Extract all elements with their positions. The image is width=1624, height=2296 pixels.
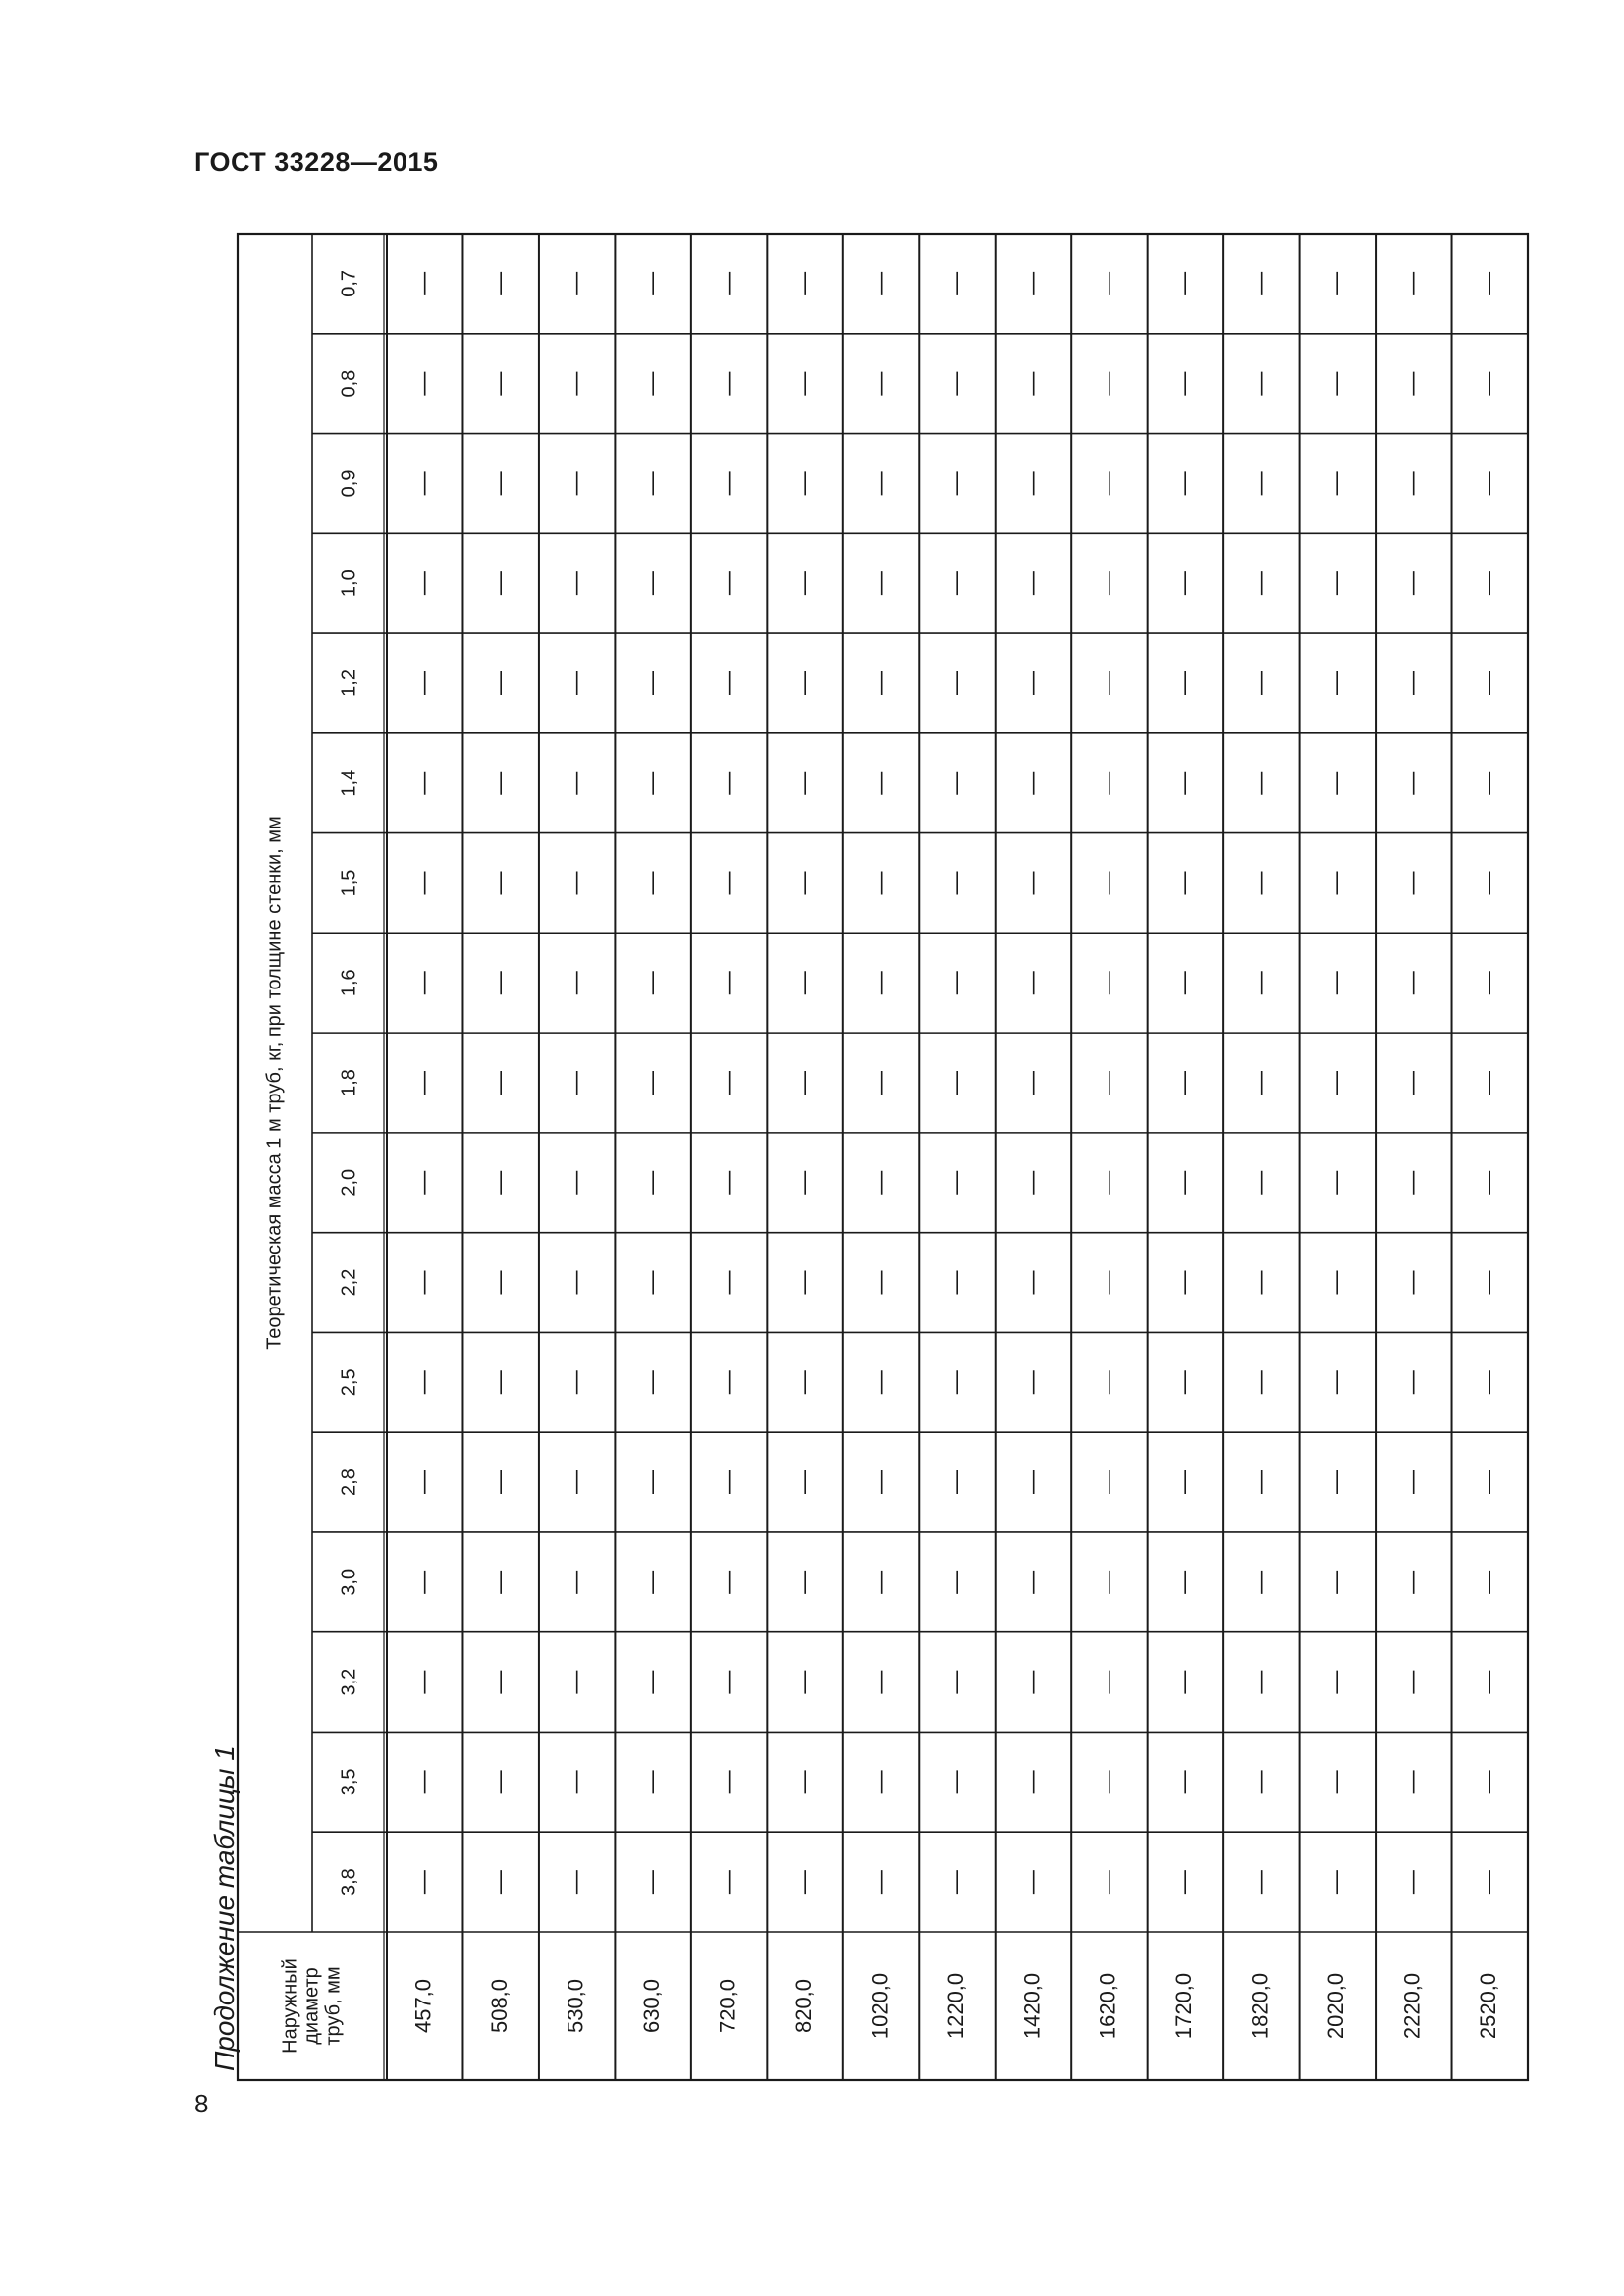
- empty-cell-dash: —: [1323, 771, 1350, 795]
- empty-cell-dash: —: [1247, 1870, 1274, 1895]
- empty-cell-dash: —: [943, 871, 970, 895]
- empty-cell-dash: —: [1170, 1370, 1198, 1395]
- empty-cell-dash: —: [790, 471, 818, 496]
- empty-cell-dash: —: [1323, 1470, 1350, 1495]
- diameter-label: 508,0: [487, 1978, 513, 2034]
- thickness-label: 2,0: [338, 1168, 360, 1197]
- empty-cell-dash: —: [1323, 1870, 1350, 1895]
- empty-cell-dash: —: [563, 271, 590, 295]
- empty-cell-dash: —: [1018, 571, 1046, 596]
- empty-cell-dash: —: [1475, 871, 1502, 895]
- empty-cell-dash: —: [790, 1670, 818, 1694]
- empty-cell-dash: —: [1095, 1071, 1122, 1095]
- empty-cell-dash: —: [1399, 871, 1427, 895]
- empty-cell-dash: —: [563, 571, 590, 596]
- empty-cell-dash: —: [943, 1370, 970, 1395]
- empty-cell-dash: —: [714, 971, 741, 995]
- empty-cell-dash: —: [563, 1370, 590, 1395]
- empty-cell-dash: —: [486, 1770, 514, 1794]
- empty-cell-dash: —: [1170, 1071, 1198, 1095]
- empty-cell-dash: —: [1095, 1370, 1122, 1395]
- empty-cell-dash: —: [1170, 1870, 1198, 1895]
- thickness-label: 1,0: [338, 569, 360, 598]
- empty-cell-dash: —: [1399, 1270, 1427, 1295]
- empty-cell-dash: —: [1018, 271, 1046, 295]
- empty-cell-dash: —: [1170, 871, 1198, 895]
- thickness-label: 1,5: [338, 869, 360, 897]
- empty-cell-dash: —: [790, 1071, 818, 1095]
- empty-cell-dash: —: [638, 771, 666, 795]
- empty-cell-dash: —: [1018, 1170, 1046, 1195]
- empty-cell-dash: —: [714, 871, 741, 895]
- empty-cell-dash: —: [1247, 1770, 1274, 1794]
- empty-cell-dash: —: [1170, 1570, 1198, 1594]
- empty-cell-dash: —: [486, 1170, 514, 1195]
- empty-cell-dash: —: [563, 1071, 590, 1095]
- empty-cell-dash: —: [943, 1170, 970, 1195]
- empty-cell-dash: —: [1095, 1770, 1122, 1794]
- empty-cell-dash: —: [1018, 670, 1046, 695]
- empty-cell-dash: —: [1323, 1770, 1350, 1794]
- empty-cell-dash: —: [714, 1470, 741, 1495]
- empty-cell-dash: —: [638, 1470, 666, 1495]
- empty-cell-dash: —: [1247, 1470, 1274, 1495]
- empty-cell-dash: —: [638, 471, 666, 496]
- empty-cell-dash: —: [1399, 771, 1427, 795]
- empty-cell-dash: —: [410, 1770, 438, 1794]
- empty-cell-dash: —: [866, 1670, 893, 1694]
- empty-cell-dash: —: [790, 871, 818, 895]
- empty-cell-dash: —: [1247, 471, 1274, 496]
- empty-cell-dash: —: [866, 1870, 893, 1895]
- diameter-label: 530,0: [563, 1978, 588, 2034]
- empty-cell-dash: —: [1247, 371, 1274, 396]
- empty-cell-dash: —: [486, 1270, 514, 1295]
- empty-cell-dash: —: [563, 1570, 590, 1594]
- empty-cell-dash: —: [1018, 1670, 1046, 1694]
- empty-cell-dash: —: [1095, 1670, 1122, 1694]
- empty-cell-dash: —: [1095, 1270, 1122, 1295]
- table-border: [238, 234, 1528, 2080]
- diameter-label: 1820,0: [1247, 1972, 1272, 2040]
- empty-cell-dash: —: [866, 1170, 893, 1195]
- empty-cell-dash: —: [1018, 471, 1046, 496]
- empty-cell-dash: —: [1247, 871, 1274, 895]
- empty-cell-dash: —: [410, 471, 438, 496]
- empty-cell-dash: —: [486, 1470, 514, 1495]
- empty-cell-dash: —: [1399, 1071, 1427, 1095]
- empty-cell-dash: —: [563, 670, 590, 695]
- empty-cell-dash: —: [1399, 971, 1427, 995]
- empty-cell-dash: —: [1170, 771, 1198, 795]
- empty-cell-dash: —: [790, 1770, 818, 1794]
- empty-cell-dash: —: [638, 1270, 666, 1295]
- empty-cell-dash: —: [1475, 1170, 1502, 1195]
- empty-cell-dash: —: [410, 1170, 438, 1195]
- empty-cell-dash: —: [790, 1170, 818, 1195]
- empty-cell-dash: —: [410, 1870, 438, 1895]
- empty-cell-dash: —: [714, 1270, 741, 1295]
- empty-cell-dash: —: [714, 471, 741, 496]
- empty-cell-dash: —: [563, 471, 590, 496]
- mass-header-label: Теоретическая масса 1 м труб, кг, при толщине стенки, мм: [263, 816, 286, 1350]
- empty-cell-dash: —: [1247, 571, 1274, 596]
- empty-cell-dash: —: [486, 1670, 514, 1694]
- empty-cell-dash: —: [1018, 1270, 1046, 1295]
- empty-cell-dash: —: [563, 1770, 590, 1794]
- empty-cell-dash: —: [1095, 271, 1122, 295]
- empty-cell-dash: —: [1323, 1071, 1350, 1095]
- thickness-label: 1,2: [338, 669, 360, 697]
- empty-cell-dash: —: [1323, 670, 1350, 695]
- empty-cell-dash: —: [486, 271, 514, 295]
- diameter-label: 2020,0: [1324, 1972, 1349, 2040]
- empty-cell-dash: —: [866, 971, 893, 995]
- empty-cell-dash: —: [1247, 1071, 1274, 1095]
- empty-cell-dash: —: [1095, 471, 1122, 496]
- empty-cell-dash: —: [790, 571, 818, 596]
- empty-cell-dash: —: [1095, 971, 1122, 995]
- empty-cell-dash: —: [714, 1670, 741, 1694]
- empty-cell-dash: —: [1018, 1470, 1046, 1495]
- empty-cell-dash: —: [486, 670, 514, 695]
- empty-cell-dash: —: [486, 471, 514, 496]
- empty-cell-dash: —: [410, 771, 438, 795]
- empty-cell-dash: —: [638, 571, 666, 596]
- empty-cell-dash: —: [1018, 771, 1046, 795]
- empty-cell-dash: —: [714, 1071, 741, 1095]
- empty-cell-dash: —: [1170, 371, 1198, 396]
- empty-cell-dash: —: [1018, 1770, 1046, 1794]
- empty-cell-dash: —: [486, 871, 514, 895]
- empty-cell-dash: —: [1399, 471, 1427, 496]
- empty-cell-dash: —: [1399, 271, 1427, 295]
- empty-cell-dash: —: [410, 1370, 438, 1395]
- thickness-label: 2,8: [338, 1468, 360, 1496]
- empty-cell-dash: —: [790, 1870, 818, 1895]
- empty-cell-dash: —: [1170, 1470, 1198, 1495]
- empty-cell-dash: —: [714, 670, 741, 695]
- empty-cell-dash: —: [1475, 1870, 1502, 1895]
- empty-cell-dash: —: [866, 1470, 893, 1495]
- empty-cell-dash: —: [1475, 271, 1502, 295]
- empty-cell-dash: —: [1399, 670, 1427, 695]
- empty-cell-dash: —: [563, 871, 590, 895]
- empty-cell-dash: —: [563, 1670, 590, 1694]
- diameter-label: 2220,0: [1399, 1972, 1425, 2040]
- thickness-label: 1,8: [338, 1069, 360, 1096]
- empty-cell-dash: —: [790, 971, 818, 995]
- empty-cell-dash: —: [714, 571, 741, 596]
- empty-cell-dash: —: [410, 371, 438, 396]
- empty-cell-dash: —: [866, 1370, 893, 1395]
- empty-cell-dash: —: [1399, 1870, 1427, 1895]
- empty-cell-dash: —: [410, 1071, 438, 1095]
- empty-cell-dash: —: [1247, 1270, 1274, 1295]
- thickness-label: 0,8: [338, 369, 360, 398]
- empty-cell-dash: —: [1323, 571, 1350, 596]
- thickness-label: 3,8: [338, 1868, 360, 1896]
- empty-cell-dash: —: [714, 1570, 741, 1594]
- empty-cell-dash: —: [486, 771, 514, 795]
- empty-cell-dash: —: [1095, 1870, 1122, 1895]
- empty-cell-dash: —: [1170, 1770, 1198, 1794]
- empty-cell-dash: —: [943, 1870, 970, 1895]
- empty-cell-dash: —: [714, 1770, 741, 1794]
- empty-cell-dash: —: [563, 771, 590, 795]
- diameter-header-line: диаметр: [300, 1967, 323, 2045]
- empty-cell-dash: —: [1247, 771, 1274, 795]
- empty-cell-dash: —: [410, 1270, 438, 1295]
- empty-cell-dash: —: [638, 871, 666, 895]
- empty-cell-dash: —: [1399, 1470, 1427, 1495]
- diameter-label: 457,0: [410, 1978, 436, 2034]
- empty-cell-dash: —: [1475, 1470, 1502, 1495]
- empty-cell-dash: —: [1475, 771, 1502, 795]
- empty-cell-dash: —: [1247, 1170, 1274, 1195]
- empty-cell-dash: —: [866, 670, 893, 695]
- empty-cell-dash: —: [1475, 571, 1502, 596]
- empty-cell-dash: —: [1399, 371, 1427, 396]
- thickness-label: 2,5: [338, 1368, 360, 1397]
- empty-cell-dash: —: [1095, 1170, 1122, 1195]
- empty-cell-dash: —: [1170, 971, 1198, 995]
- empty-cell-dash: —: [866, 1570, 893, 1594]
- empty-cell-dash: —: [943, 271, 970, 295]
- empty-cell-dash: —: [790, 1270, 818, 1295]
- empty-cell-dash: —: [563, 1170, 590, 1195]
- empty-cell-dash: —: [790, 271, 818, 295]
- empty-cell-dash: —: [1475, 1071, 1502, 1095]
- document-title: ГОСТ 33228—2015: [194, 147, 439, 177]
- empty-cell-dash: —: [943, 1570, 970, 1594]
- empty-cell-dash: —: [790, 1370, 818, 1395]
- empty-cell-dash: —: [1323, 971, 1350, 995]
- empty-cell-dash: —: [1323, 1270, 1350, 1295]
- empty-cell-dash: —: [943, 1071, 970, 1095]
- empty-cell-dash: —: [1475, 1670, 1502, 1694]
- diameter-label: 630,0: [638, 1978, 664, 2034]
- empty-cell-dash: —: [638, 1670, 666, 1694]
- empty-cell-dash: —: [1475, 971, 1502, 995]
- table-caption: Продолжение таблицы 1: [209, 1745, 240, 2071]
- empty-cell-dash: —: [790, 670, 818, 695]
- empty-cell-dash: —: [1170, 670, 1198, 695]
- empty-cell-dash: —: [486, 1071, 514, 1095]
- diameter-label: 1720,0: [1171, 1972, 1197, 2040]
- empty-cell-dash: —: [1475, 1770, 1502, 1794]
- empty-cell-dash: —: [790, 1470, 818, 1495]
- empty-cell-dash: —: [1399, 1170, 1427, 1195]
- thickness-label: 3,0: [338, 1568, 360, 1596]
- empty-cell-dash: —: [1170, 1170, 1198, 1195]
- empty-cell-dash: —: [866, 1770, 893, 1794]
- empty-cell-dash: —: [1018, 1870, 1046, 1895]
- empty-cell-dash: —: [866, 271, 893, 295]
- diameter-header-line: труб, мм: [322, 1966, 345, 2046]
- diameter-label: 2520,0: [1476, 1972, 1501, 2040]
- empty-cell-dash: —: [563, 1270, 590, 1295]
- empty-cell-dash: —: [1323, 1370, 1350, 1395]
- empty-cell-dash: —: [1095, 670, 1122, 695]
- thickness-label: 2,2: [338, 1268, 360, 1297]
- empty-cell-dash: —: [410, 571, 438, 596]
- empty-cell-dash: —: [1095, 771, 1122, 795]
- empty-cell-dash: —: [1475, 670, 1502, 695]
- empty-cell-dash: —: [1018, 1570, 1046, 1594]
- empty-cell-dash: —: [638, 1770, 666, 1794]
- empty-cell-dash: —: [1170, 271, 1198, 295]
- empty-cell-dash: —: [1247, 1670, 1274, 1694]
- empty-cell-dash: —: [638, 271, 666, 295]
- empty-cell-dash: —: [1095, 371, 1122, 396]
- empty-cell-dash: —: [1475, 1270, 1502, 1295]
- empty-cell-dash: —: [866, 371, 893, 396]
- empty-cell-dash: —: [638, 371, 666, 396]
- empty-cell-dash: —: [1399, 1370, 1427, 1395]
- empty-cell-dash: —: [943, 771, 970, 795]
- empty-cell-dash: —: [866, 771, 893, 795]
- empty-cell-dash: —: [790, 1570, 818, 1594]
- empty-cell-dash: —: [410, 1670, 438, 1694]
- empty-cell-dash: —: [1475, 1370, 1502, 1395]
- empty-cell-dash: —: [638, 1071, 666, 1095]
- empty-cell-dash: —: [1095, 571, 1122, 596]
- empty-cell-dash: —: [1475, 471, 1502, 496]
- empty-cell-dash: —: [866, 871, 893, 895]
- empty-cell-dash: —: [1399, 571, 1427, 596]
- empty-cell-dash: —: [638, 1170, 666, 1195]
- empty-cell-dash: —: [563, 1870, 590, 1895]
- empty-cell-dash: —: [1323, 1570, 1350, 1594]
- diameter-label: 820,0: [790, 1978, 816, 2034]
- page-number: 8: [194, 2089, 209, 2118]
- thickness-label: 1,4: [338, 769, 360, 797]
- empty-cell-dash: —: [410, 1470, 438, 1495]
- empty-cell-dash: —: [1018, 871, 1046, 895]
- empty-cell-dash: —: [714, 1170, 741, 1195]
- empty-cell-dash: —: [1323, 471, 1350, 496]
- empty-cell-dash: —: [486, 371, 514, 396]
- empty-cell-dash: —: [1018, 1071, 1046, 1095]
- empty-cell-dash: —: [714, 271, 741, 295]
- empty-cell-dash: —: [943, 971, 970, 995]
- empty-cell-dash: —: [866, 571, 893, 596]
- empty-cell-dash: —: [866, 1071, 893, 1095]
- empty-cell-dash: —: [1247, 1370, 1274, 1395]
- diameter-label: 1620,0: [1095, 1972, 1120, 2040]
- thickness-label: 0,7: [338, 269, 360, 297]
- empty-cell-dash: —: [1399, 1570, 1427, 1594]
- diameter-header-line: Наружный: [279, 1958, 301, 2054]
- empty-cell-dash: —: [943, 1470, 970, 1495]
- empty-cell-dash: —: [1247, 670, 1274, 695]
- empty-cell-dash: —: [1323, 1670, 1350, 1694]
- diameter-label: 720,0: [715, 1978, 740, 2034]
- empty-cell-dash: —: [638, 971, 666, 995]
- empty-cell-dash: —: [410, 670, 438, 695]
- empty-cell-dash: —: [943, 1270, 970, 1295]
- empty-cell-dash: —: [1170, 1670, 1198, 1694]
- empty-cell-dash: —: [714, 371, 741, 396]
- empty-cell-dash: —: [410, 871, 438, 895]
- empty-cell-dash: —: [486, 971, 514, 995]
- empty-cell-dash: —: [866, 1270, 893, 1295]
- empty-cell-dash: —: [563, 1470, 590, 1495]
- diameter-label: 1020,0: [867, 1972, 893, 2040]
- empty-cell-dash: —: [714, 1870, 741, 1895]
- empty-cell-dash: —: [943, 1670, 970, 1694]
- empty-cell-dash: —: [1323, 1170, 1350, 1195]
- empty-cell-dash: —: [714, 1370, 741, 1395]
- empty-cell-dash: —: [486, 1370, 514, 1395]
- empty-cell-dash: —: [866, 471, 893, 496]
- thickness-label: 3,5: [338, 1768, 360, 1796]
- diameter-label: 1220,0: [943, 1972, 968, 2040]
- empty-cell-dash: —: [1323, 871, 1350, 895]
- empty-cell-dash: —: [410, 271, 438, 295]
- empty-cell-dash: —: [563, 371, 590, 396]
- empty-cell-dash: —: [563, 971, 590, 995]
- empty-cell-dash: —: [1247, 971, 1274, 995]
- empty-cell-dash: —: [638, 1570, 666, 1594]
- empty-cell-dash: —: [410, 1570, 438, 1594]
- empty-cell-dash: —: [1018, 371, 1046, 396]
- empty-cell-dash: —: [1018, 1370, 1046, 1395]
- empty-cell-dash: —: [1399, 1770, 1427, 1794]
- empty-cell-dash: —: [1095, 1470, 1122, 1495]
- empty-cell-dash: —: [790, 371, 818, 396]
- empty-cell-dash: —: [943, 670, 970, 695]
- empty-cell-dash: —: [1247, 271, 1274, 295]
- empty-cell-dash: —: [943, 371, 970, 396]
- empty-cell-dash: —: [638, 670, 666, 695]
- empty-cell-dash: —: [1170, 471, 1198, 496]
- empty-cell-dash: —: [486, 1570, 514, 1594]
- empty-cell-dash: —: [486, 1870, 514, 1895]
- empty-cell-dash: —: [790, 771, 818, 795]
- empty-cell-dash: —: [1323, 371, 1350, 396]
- empty-cell-dash: —: [1095, 871, 1122, 895]
- empty-cell-dash: —: [638, 1370, 666, 1395]
- empty-cell-dash: —: [1399, 1670, 1427, 1694]
- thickness-label: 0,9: [338, 469, 360, 498]
- empty-cell-dash: —: [714, 771, 741, 795]
- diameter-label: 1420,0: [1019, 1972, 1045, 2040]
- empty-cell-dash: —: [943, 471, 970, 496]
- thickness-label: 1,6: [338, 969, 360, 997]
- empty-cell-dash: —: [1170, 1270, 1198, 1295]
- empty-cell-dash: —: [1247, 1570, 1274, 1594]
- empty-cell-dash: —: [638, 1870, 666, 1895]
- empty-cell-dash: —: [1475, 371, 1502, 396]
- empty-cell-dash: —: [1170, 571, 1198, 596]
- empty-cell-dash: —: [1018, 971, 1046, 995]
- empty-cell-dash: —: [1323, 271, 1350, 295]
- empty-cell-dash: —: [943, 571, 970, 596]
- thickness-label: 3,2: [338, 1668, 360, 1696]
- empty-cell-dash: —: [486, 571, 514, 596]
- empty-cell-dash: —: [943, 1770, 970, 1794]
- empty-cell-dash: —: [410, 971, 438, 995]
- empty-cell-dash: —: [1095, 1570, 1122, 1594]
- empty-cell-dash: —: [1475, 1570, 1502, 1594]
